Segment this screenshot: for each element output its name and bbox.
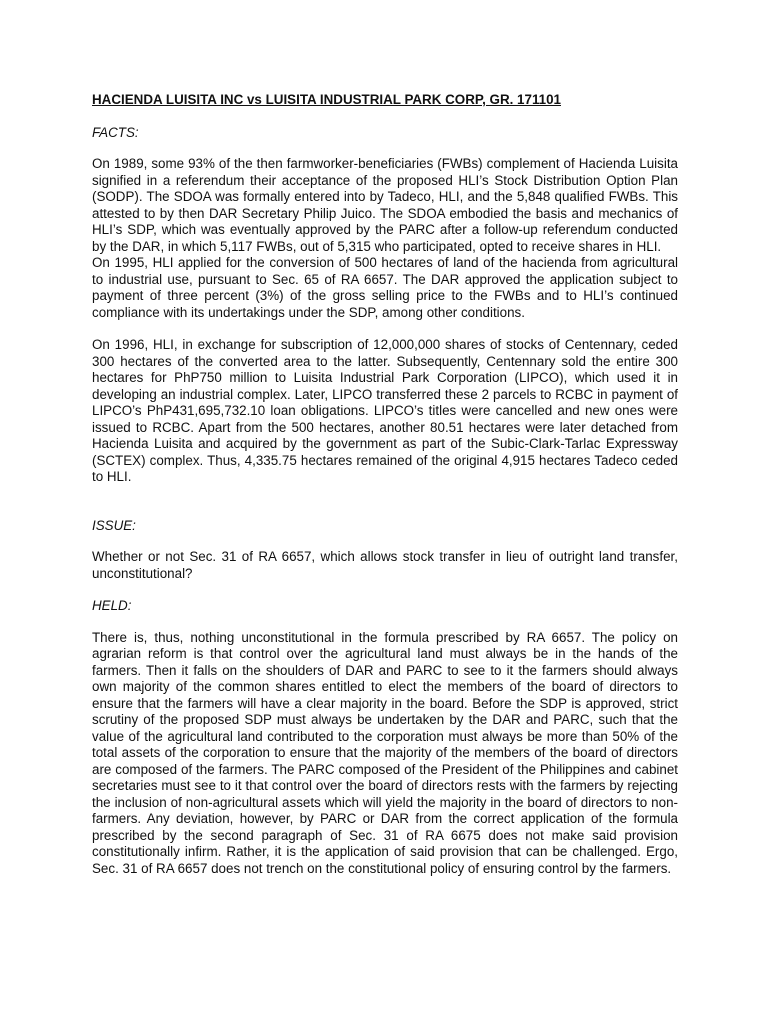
facts-paragraph-1: On 1989, some 93% of the then farmworker-beneficiaries (FWBs) complement of Hacienda Luisita signified in a referendum their acceptance of the proposed HLI’s Stock Distribution Option Plan (SODP). The SDOA was formally entered into by Tadeco, HLI, and the 5,848 qualified FWBs. This attested to by then DAR Secretary Philip Juico. The SDOA embodied the basis and mechanics of HLI’s SDP, which was eventually approved by the PARC after a follow-up referendum conducted by the DAR, in which 5,117 FWBs, out of 5,315 who participated, opted to receive shares in HLI. [92, 156, 678, 254]
document-page [92, 92, 678, 877]
issue-heading: ISSUE: [92, 517, 136, 533]
case-title: HACIENDA LUISITA INC vs LUISITA INDUSTRIAL PARK CORP, GR. 171101 [92, 92, 561, 107]
facts-paragraph-2: On 1995, HLI applied for the conversion of 500 hectares of land of the hacienda from agricultural to industrial use, pursuant to Sec. 65 of RA 6657. The DAR approved the application subject to payment of three percent (3%) of the gross selling price to the FWBs and to HLI’s continued compliance with its undertakings under the SDP, among other conditions. [92, 255, 678, 320]
issue-paragraph: Whether or not Sec. 31 of RA 6657, which allows stock transfer in lieu of outright land transfer, unconstitutional? [92, 549, 678, 581]
facts-heading: FACTS: [92, 124, 139, 140]
held-heading: HELD: [92, 598, 132, 613]
held-paragraph: There is, thus, nothing unconstitutional in the formula prescribed by RA 6657. The policy on agrarian reform is that control over the agricultural land must always be in the hands of the farmers. Then it falls on the shoulders of DAR and PARC to see to it the farmers should always own majority of the common shares entitled to elect the members of the board of directors to ensure that the farmers will have a clear majority in the board. Before the SDP is approved, strict scrutiny of the proposed SDP must always be undertaken by the DAR and PARC, such that the value of the agricultural land contributed to the corporation must always be more than 50% of the total assets of the corporation to ensure that the majority of the members of the board of directors are composed of the farmers. The PARC composed of the President of the Philippines and cabinet secretaries must see to it that control over the board of directors rests with the farmers by rejecting the inclusion of non-agricultural assets which will yield the majority in the board of directors to non-farmers. Any deviation, however, by PARC or DAR from the correct application of the formula prescribed by the second paragraph of Sec. 31 of RA 6675 does not make said provision constitutionally infirm. Rather, it is the application of said provision that can be challenged. Ergo, Sec. 31 of RA 6657 does not trench on the constitutional policy of ensuring control by the farmers. [92, 629, 678, 876]
facts-paragraph-3: On 1996, HLI, in exchange for subscription of 12,000,000 shares of stocks of Centennary, ceded 300 hectares of the converted area to the latter. Subsequently, Centennary sold the entire 300 hectares for PhP750 million to Luisita Industrial Park Corporation (LIPCO), which used it in developing an industrial complex. Later, LIPCO transferred these 2 parcels to RCBC in payment of LIPCO’s PhP431,695,732.10 loan obligations. LIPCO’s titles were cancelled and new ones were issued to RCBC. Apart from the 500 hectares, another 80.51 hectares were later detached from Hacienda Luisita and acquired by the government as part of the Subic-Clark-Tarlac Expressway (SCTEX) complex. Thus, 4,335.75 hectares remained of the original 4,915 hectares Tadeco ceded to HLI. [92, 337, 678, 484]
